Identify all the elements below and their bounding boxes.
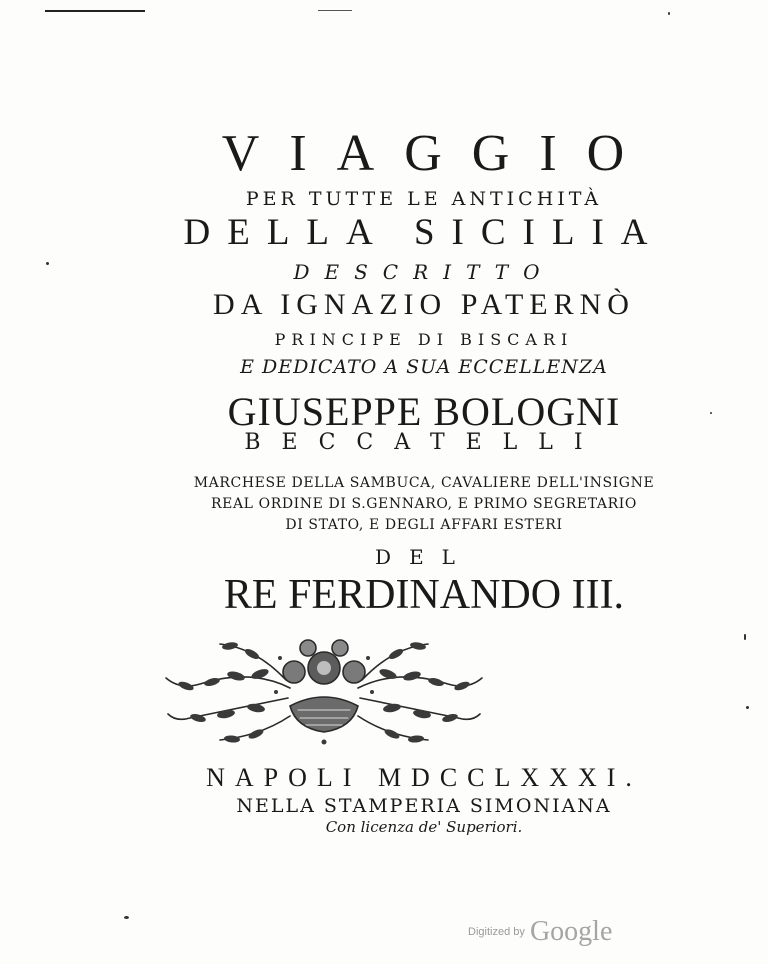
license-line: Con licenza de' Superiori. <box>325 818 523 836</box>
dedicatee-titles-line: DI STATO, E DEGLI AFFARI ESTERI <box>285 517 563 533</box>
floral-vignette-icon <box>160 628 488 750</box>
dedicatee-name: GIUSEPPE BOLOGNI <box>227 389 621 434</box>
dedicatee-surname: BECCATELLI <box>244 430 604 455</box>
author-title-line: PRINCIPE DI BISCARI <box>274 330 574 349</box>
printer-line: NELLA STAMPERIA SIMONIANA <box>236 795 612 817</box>
place-date-line: NAPOLI MDCCLXXXI. <box>206 763 642 792</box>
dedicatee-titles-line: MARCHESE DELLA SAMBUCA, CAVALIERE DELL'INSIGNE <box>193 475 655 491</box>
speck <box>124 916 129 919</box>
dedication-line: E DEDICATO A SUA ECCELLENZA <box>240 356 608 378</box>
speck <box>746 706 749 709</box>
digitized-watermark <box>468 916 612 948</box>
edge-mark <box>318 10 352 11</box>
watermark-prefix: Digitized by <box>468 926 525 938</box>
speck <box>668 12 670 15</box>
speck <box>710 412 712 414</box>
author-line: DA IGNAZIO PATERNÒ <box>213 288 635 321</box>
book-title: VIAGGIO <box>221 125 655 182</box>
speck <box>744 634 746 640</box>
king-line: RE FERDINANDO III. <box>223 572 625 618</box>
del-line: DEL <box>375 545 473 569</box>
google-logo: Google <box>529 916 613 947</box>
subtitle-line-2: DELLA SICILIA <box>183 212 665 253</box>
described-line: DESCRITTO <box>293 260 555 284</box>
edge-rule <box>45 10 145 12</box>
subtitle-line-1: PER TUTTE LE ANTICHITÀ <box>245 188 603 210</box>
dedicatee-titles-line: REAL ORDINE DI S.GENNARO, E PRIMO SEGRETARIO <box>211 496 637 512</box>
speck <box>46 262 49 265</box>
